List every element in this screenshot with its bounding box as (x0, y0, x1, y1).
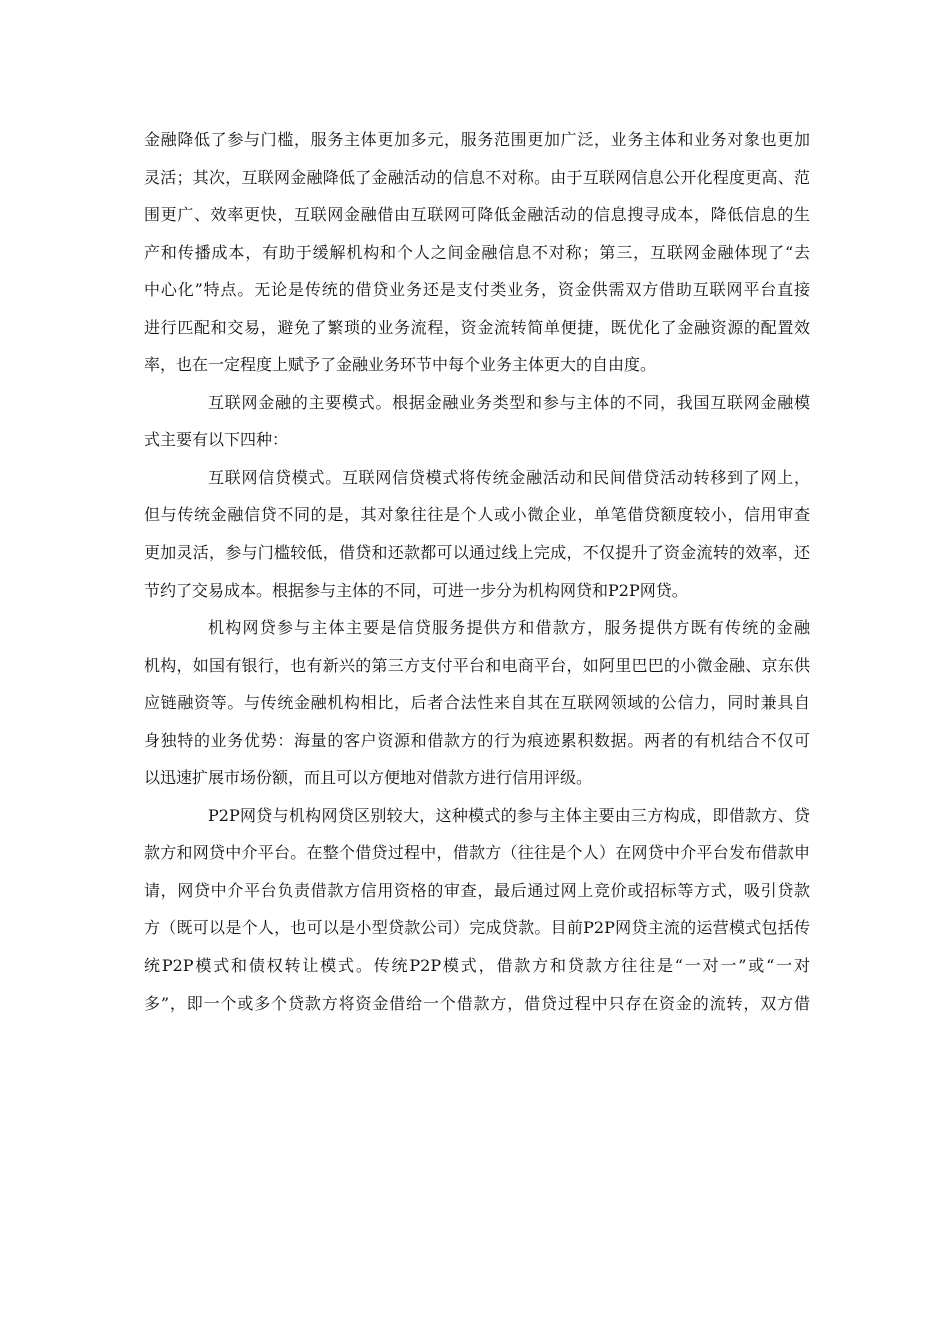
paragraph-first-line: 互联网金融的主要模式。根据金融业务类型和参与主体的不同，我国互联网金融模 (208, 392, 810, 412)
text-line: 请，网贷中介平台负责借款方信用资格的审查，最后通过网上竞价或招标等方式，吸引贷款 (144, 880, 810, 900)
text-line: 但与传统金融信贷不同的是，其对象往往是个人或小微企业，单笔借贷额度较小，信用审查 (144, 505, 810, 525)
text-line: 金融降低了参与门槛，服务主体更加多元，服务范围更加广泛，业务主体和业务对象也更加 (144, 130, 810, 149)
text-line: 率，也在一定程度上赋予了金融业务环节中每个业务主体更大的自由度。 (144, 355, 657, 375)
text-line: 式主要有以下四种： (144, 430, 289, 450)
text-line: 中心化”特点。无论是传统的借贷业务还是支付类业务，资金供需双方借助互联网平台直接 (144, 280, 810, 300)
text-line: 身独特的业务优势：海量的客户资源和借款方的行为痕迹累积数据。两者的有机结合不仅可 (144, 730, 810, 750)
text-line: 产和传播成本，有助于缓解机构和个人之间金融信息不对称；第三，互联网金融体现了“去 (144, 242, 810, 262)
text-line: 多”，即一个或多个贷款方将资金借给一个借款方，借贷过程中只存在资金的流转，双方借 (144, 993, 810, 1013)
text-line: 应链融资等。与传统金融机构相比，后者合法性来自其在互联网领域的公信力，同时兼具自 (144, 693, 810, 713)
text-line: 围更广、效率更快，互联网金融借由互联网可降低金融活动的信息搜寻成本，降低信息的生 (144, 205, 810, 225)
paragraph-first-line: 机构网贷参与主体主要是信贷服务提供方和借款方，服务提供方既有传统的金融 (208, 618, 810, 638)
text-line: 更加灵活，参与门槛较低，借贷和还款都可以通过线上完成，不仅提升了资金流转的效率，还 (144, 543, 810, 563)
text-line: 方（既可以是个人，也可以是小型贷款公司）完成贷款。目前P2P网贷主流的运营模式包括传 (144, 918, 810, 938)
text-line: 统P2P模式和债权转让模式。传统P2P模式，借款方和贷款方往往是“一对一”或“一对 (144, 956, 810, 976)
text-line: 款方和网贷中介平台。在整个借贷过程中，借款方（往往是个人）在网贷中介平台发布借款申 (144, 843, 810, 863)
body-text (144, 121, 810, 1022)
text-line: 灵活；其次，互联网金融降低了金融活动的信息不对称。由于互联网信息公开化程度更高、范 (144, 167, 810, 187)
paragraph-first-line: 互联网信贷模式。互联网信贷模式将传统金融活动和民间借贷活动转移到了网上， (208, 467, 810, 487)
text-line: 进行匹配和交易，避免了繁琐的业务流程，资金流转简单便捷，既优化了金融资源的配置效 (144, 317, 810, 337)
text-line: 节约了交易成本。根据参与主体的不同，可进一步分为机构网贷和P2P网贷。 (144, 580, 688, 600)
text-line: 机构，如国有银行，也有新兴的第三方支付平台和电商平台，如阿里巴巴的小微金融、京东供 (144, 655, 810, 675)
text-line: 以迅速扩展市场份额，而且可以方便地对借款方进行信用评级。 (144, 768, 593, 788)
paragraph-first-line: P2P网贷与机构网贷区别较大，这种模式的参与主体主要由三方构成，即借款方、贷 (208, 805, 810, 825)
